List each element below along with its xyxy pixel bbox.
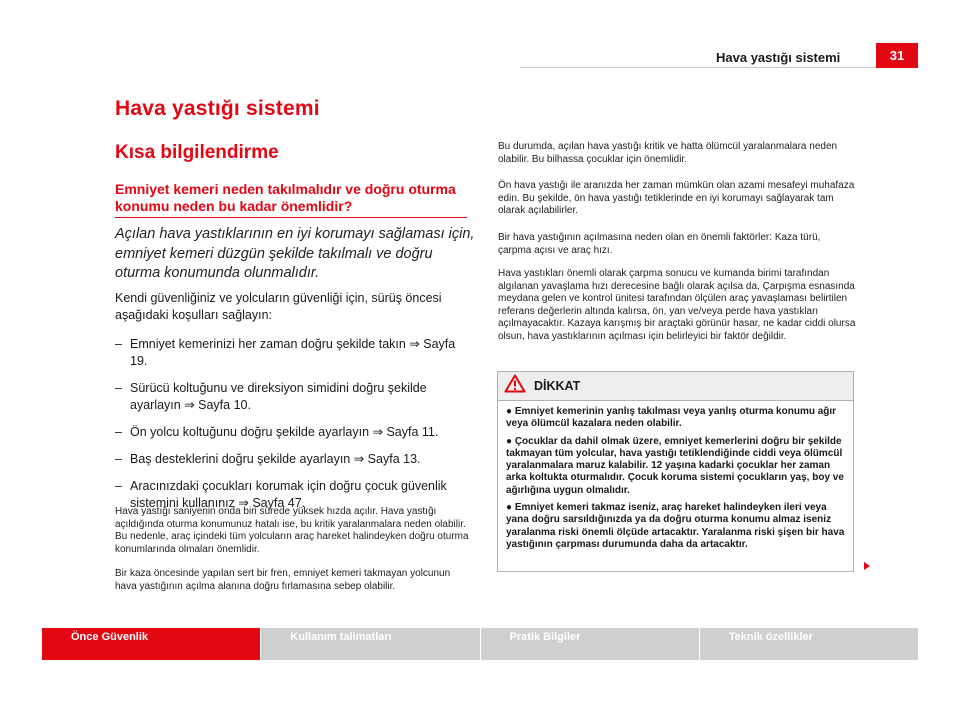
bullet-marker: ●	[506, 435, 513, 447]
lead-paragraph: Açılan hava yastıklarının en iyi korumayı sağlaması için, emniyet kemeri düzgün şekilde takılmalı ve doğru oturma konumunda olunmalıdır.	[115, 226, 475, 281]
bullet-marker: ●	[506, 502, 513, 514]
body-paragraph: Bu durumda, açılan hava yastığı kritik ve hatta ölümcül yaralanmalara neden olabilir. Bu bilhassa çocuklar için önemlidir.	[498, 141, 838, 165]
continue-arrow-icon	[864, 562, 870, 570]
dash-marker: –	[115, 479, 122, 493]
list-item-text: Ön yolcu koltuğunu doğru şekilde ayarlayın ⇒ Sayfa 11.	[130, 425, 439, 439]
checklist	[115, 336, 475, 522]
footer-tab-safety[interactable]: Önce Güvenlik	[42, 628, 260, 660]
warning-header	[498, 372, 853, 401]
warning-title: DİKKAT	[534, 379, 581, 393]
list-item	[115, 424, 475, 441]
intro-paragraph: Kendi güvenliğiniz ve yolcuların güvenliği için, sürüş öncesi aşağıdaki koşulları sağlayın:	[115, 291, 442, 322]
body-paragraph: Hava yastığı saniyenin onda biri sürede yüksek hızda açılır. Hava yastığı açıldığında oturma konumunuz hatalı ise, bu kritik yaralanmalara neden olabilir. Bu nedenle, araç içindeki tüm yolcuların araç hareket halindeyken doğru oturma konumlarında olmaları önemlidir.	[115, 506, 469, 555]
footer-tab-operation[interactable]: Kullanım talimatları	[261, 628, 479, 660]
running-header-title: Hava yastığı sistemi	[716, 50, 841, 65]
list-item-text: Sürücü koltuğunu ve direksiyon simidini doğru şekilde ayarlayın ⇒ Sayfa 10.	[130, 381, 427, 412]
dash-marker: –	[115, 452, 122, 466]
warning-triangle-icon	[504, 374, 526, 398]
warning-box	[497, 371, 854, 572]
footer-tab-technical[interactable]: Teknik özellikler	[700, 628, 918, 660]
warning-item-text: Emniyet kemeri takmaz iseniz, araç hareket halindeyken ileri veya yana doğru sarsıldığınızda ya da doğru oturma konumu almaz iseniz yaralanma riski önemli ölçüde artacaktır. Yaralanma riski şişen bir hava yastığının çarpması durumunda daha da artacaktır.	[506, 502, 845, 550]
subsection-title: Kısa bilgilendirme	[115, 142, 279, 163]
footer-tab-practical[interactable]: Pratik Bilgiler	[481, 628, 699, 660]
list-item-text: Aracınızdaki çocukları korumak için doğru çocuk güvenlik sistemini kullanınız ⇒ Sayfa 47.	[130, 479, 447, 510]
warning-body	[498, 401, 853, 551]
body-paragraph: Hava yastıkları önemli olarak çarpma sonucu ve kumanda birimi tarafından algılanan yavaşlama hızı derecesine bağlı olarak açılsa da, Çarpışma esnasında meydana gelen ve kontrol ünitesi tarafından ölçülen araç yavaşlaması belirtilen referans değerlerin altında kalırsa, ön, yan ve/veya perde hava yastıkları açılmayacaktır. Kazaya karışmış bir araçtaki görünür hasar, ne kadar ciddi olursa olsun, hava yastıklarının açılması için belirleyici bir faktör değildir.	[498, 268, 856, 342]
warning-item	[506, 502, 845, 551]
footer-nav	[42, 628, 918, 660]
body-paragraph: Bir hava yastığının açılmasına neden olan en önemli faktörler: Kaza türü, çarpma açısı ve araç hızı.	[498, 232, 821, 256]
section-title: Hava yastığı sistemi	[115, 97, 320, 120]
topic-heading: Emniyet kemeri neden takılmalıdır ve doğru oturma konumu neden bu kadar önemlidir?	[115, 181, 467, 218]
dash-marker: –	[115, 381, 122, 395]
warning-item-text: Çocuklar da dahil olmak üzere, emniyet kemerlerini doğru bir şekilde takmayan tüm yolcular, hava yastığı tetiklendiğinde ciddi veya ölümcül yaralanmalara maruz kalabilir. 12 yaşına kadarki çocuklar her zaman arka koltukta oturmalıdır. Çocuk koruma sistemi çocukların yaş, boy ve ağırlığına uygun olmalıdır.	[506, 435, 844, 496]
dash-marker: –	[115, 425, 122, 439]
header-rule	[520, 67, 876, 68]
bullet-marker: ●	[506, 406, 513, 417]
warning-item-text: Emniyet kemerinin yanlış takılması veya yanlış oturma konumu ağır veya ölümcül kazalara neden olabilir.	[506, 406, 837, 430]
list-item	[115, 451, 475, 468]
dash-marker: –	[115, 337, 122, 351]
list-item-text: Emniyet kemerinizi her zaman doğru şekilde takın ⇒ Sayfa 19.	[130, 337, 456, 368]
warning-item	[506, 406, 845, 431]
list-item-text: Baş desteklerini doğru şekilde ayarlayın ⇒ Sayfa 13.	[130, 452, 421, 466]
list-item	[115, 336, 475, 370]
list-item	[115, 380, 475, 414]
warning-item	[506, 436, 845, 497]
page-number-badge: 31	[876, 43, 918, 68]
body-paragraph: Ön hava yastığı ile aranızda her zaman mümkün olan azami mesafeyi muhafaza edin. Bu şekilde, ön hava yastığı tetiklerinde en iyi korumayı sağlayarak tam olarak açılabilirler.	[498, 180, 855, 216]
body-paragraph: Bir kaza öncesinde yapılan sert bir fren, emniyet kemeri takmayan yolcunun hava yastığının açılma alanına doğru fırlamasına sebep olabilir.	[115, 568, 451, 592]
